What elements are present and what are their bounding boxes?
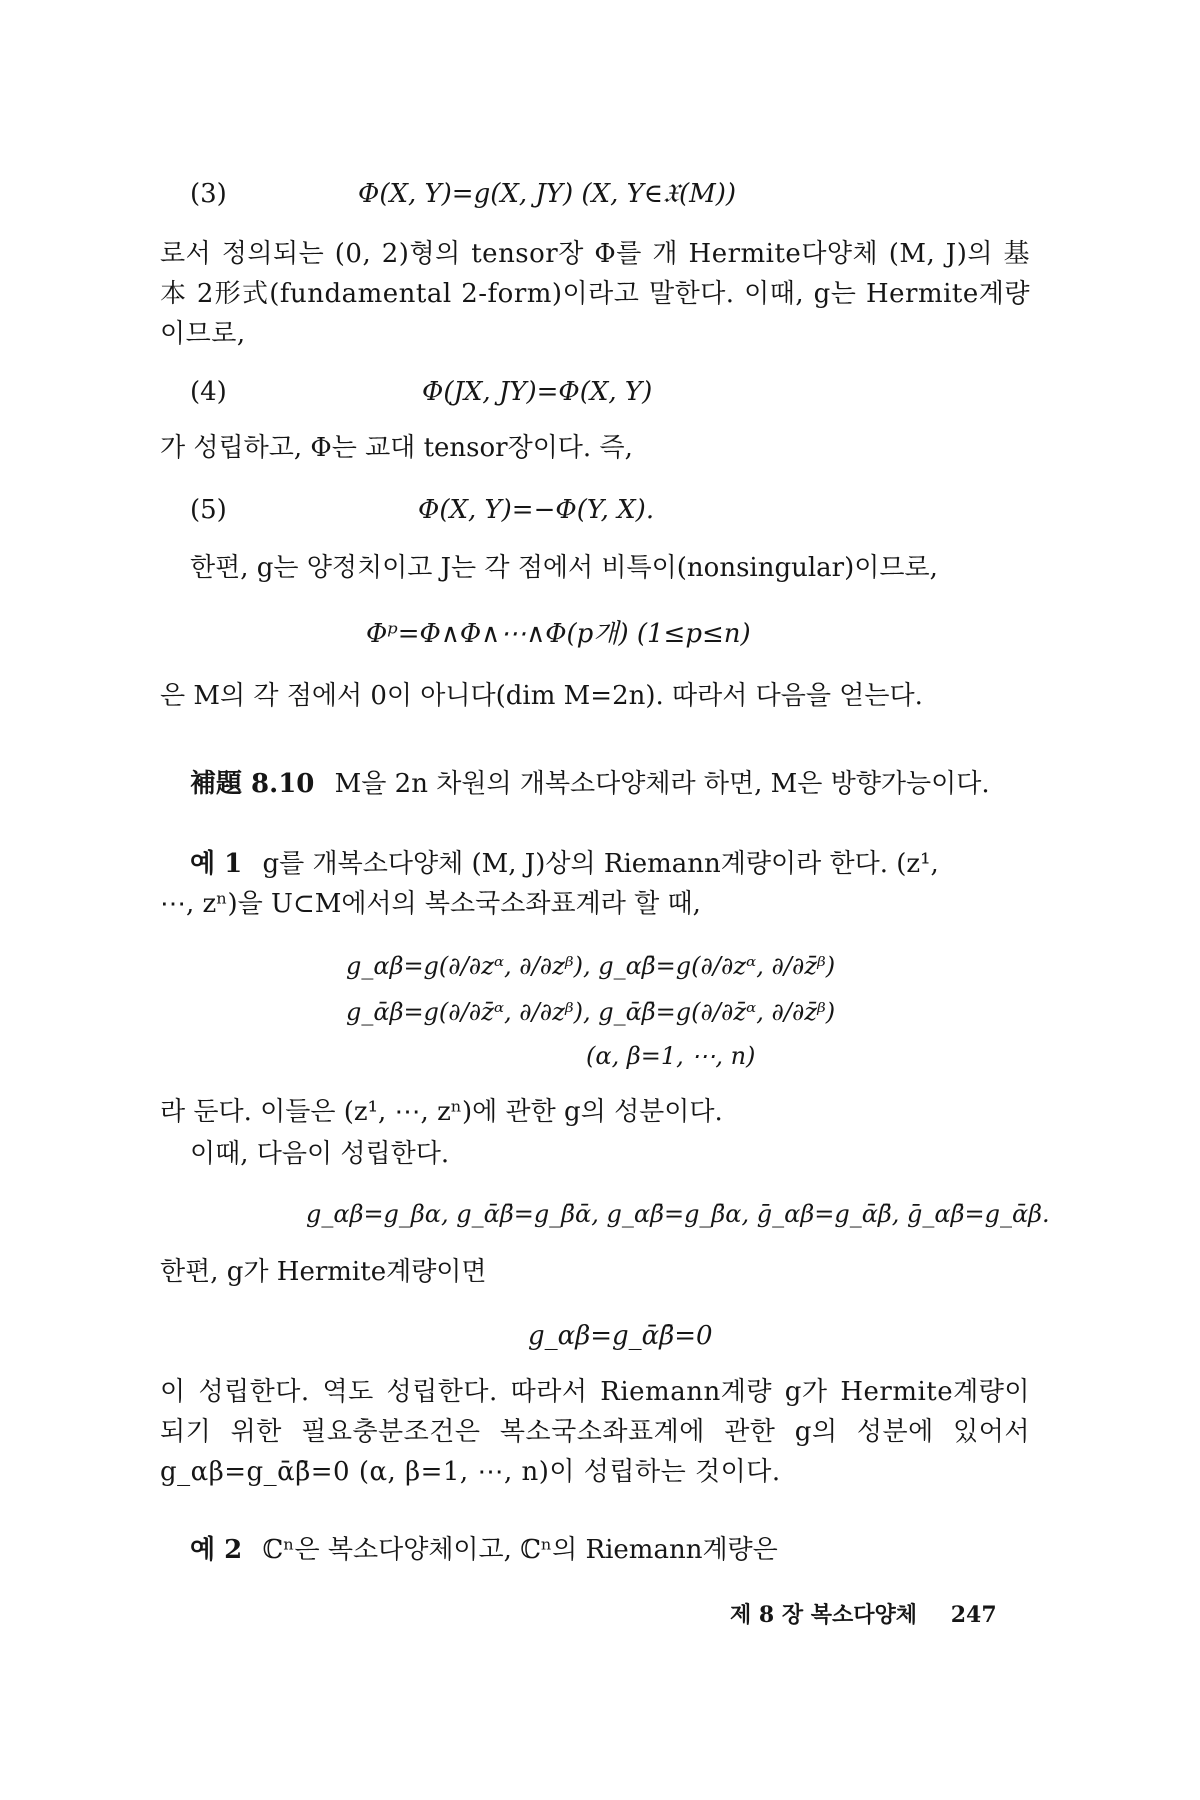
example-label: 예 2 (190, 1535, 243, 1565)
equation-metric-components-1: g_αβ=g(∂/∂zᵅ, ∂/∂zᵝ), g_αβ̄=g(∂/∂zᵅ, ∂/∂z̄ᵝ) (346, 952, 836, 980)
example-text: g를 개복소다양체 (M, J)상의 Riemann계량이라 한다. (z¹, (262, 849, 939, 879)
equation-exterior-power: Φᵖ=Φ∧Φ∧⋯∧Φ(p개) (1≤p≤n) (366, 619, 751, 649)
equation-body: Φ(JX, JY)=Φ(X, Y) (422, 377, 653, 407)
paragraph: 이 성립한다. 역도 성립한다. 따라서 Riemann계량 g가 Hermite계량이 되기 위한 필요충분조건은 복소국소좌표계에 관한 g의 성분에 있어서 g_αβ=g_ᾱβ̄=0 (α, β=1, ⋯, n)이 성립하는 것이다. (160, 1377, 1030, 1487)
paragraph: 한편, g가 Hermite계량이면 (160, 1257, 487, 1287)
equation-body: Φ(X, Y)=g(X, JY) (X, Y∈𝔛(M)) (358, 179, 736, 209)
example-1-line-1 (160, 844, 1060, 884)
running-footer (730, 1598, 997, 1629)
equation-metric-components-2: g_ᾱβ=g(∂/∂z̄ᵅ, ∂/∂zᵝ), g_ᾱβ̄=g(∂/∂z̄ᵅ, ∂/∂z̄ᵝ) (346, 998, 836, 1026)
equation-body: Φ(X, Y)=−Φ(Y, X). (418, 495, 655, 525)
example-label: 예 1 (190, 849, 243, 879)
corollary-8-10 (160, 764, 1060, 804)
corollary-text: M을 2n 차원의 개복소다양체라 하면, M은 방향가능이다. (334, 769, 990, 799)
equation-number: (3) (190, 179, 227, 209)
equation-number: (5) (190, 495, 227, 525)
chapter-title: 제 8 장 복소다양체 (730, 1602, 918, 1628)
example-2 (160, 1530, 1060, 1570)
example-1-line-2: ⋯, zⁿ)을 U⊂M에서의 복소국소좌표계라 할 때, (160, 889, 701, 919)
paragraph: 한편, g는 양정치이고 J는 각 점에서 비특이(nonsingular)이므로, (190, 553, 938, 583)
paragraph: 은 M의 각 점에서 0이 아니다(dim M=2n). 따라서 다음을 얻는다. (160, 681, 923, 711)
corollary-label: 補題 8.10 (190, 769, 315, 799)
equation-index-range: (α, β=1, ⋯, n) (586, 1042, 756, 1070)
equation-number: (4) (190, 377, 227, 407)
paragraph: 이때, 다음이 성립한다. (190, 1139, 450, 1169)
equation-symmetry: g_αβ=g_βα, g_ᾱβ̄=g_β̄ᾱ, g_αβ̄=g_β̄α, ḡ_αβ=g_ᾱβ̄, ḡ_αβ̄=g_ᾱβ. (306, 1200, 1050, 1228)
page-number: 247 (950, 1602, 997, 1628)
equation-hermite-condition: g_αβ=g_ᾱβ̄=0 (528, 1321, 713, 1351)
paragraph: 라 둔다. 이들은 (z¹, ⋯, zⁿ)에 관한 g의 성분이다. (160, 1097, 723, 1127)
paragraph: 로서 정의되는 (0, 2)형의 tensor장 Φ를 개 Hermite다양체 (M, J)의 基本 2形式(fundamental 2-form)이라고 말한다. 이때, g는 Hermite계량이므로, (160, 239, 1030, 349)
paragraph: 가 성립하고, Φ는 교대 tensor장이다. 즉, (160, 433, 633, 463)
example-text: ℂⁿ은 복소다양체이고, ℂⁿ의 Riemann계량은 (262, 1535, 778, 1565)
